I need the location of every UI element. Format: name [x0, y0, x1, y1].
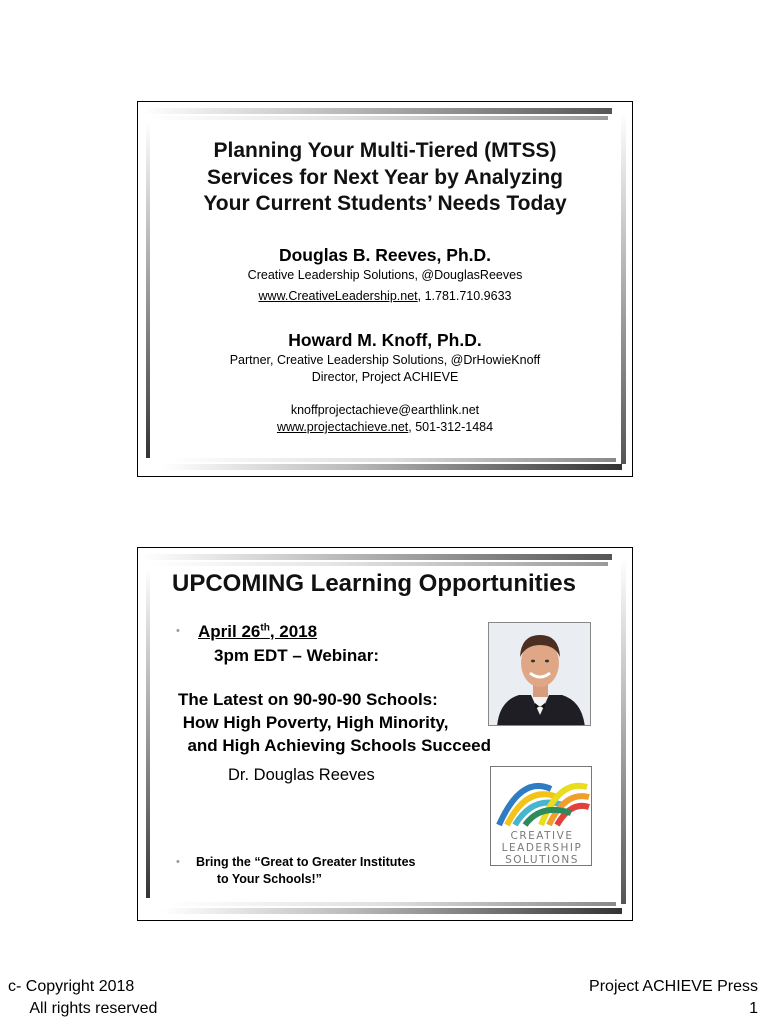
logo-text-line: LEADERSHIP: [501, 842, 583, 854]
presenter-1-phone: , 1.781.710.9633: [417, 289, 512, 303]
webinar-title: The Latest on 90-90-90 Schools: How High Poverty, High Minority, and High Achieving Schools Succeed: [178, 690, 491, 755]
speaker-photo: [488, 622, 591, 726]
title-line: Services for Next Year by Analyzing: [207, 165, 563, 189]
presenter-2-role-2: Director, Project ACHIEVE: [311, 370, 459, 384]
decorative-bar: [150, 116, 608, 120]
decorative-bar: [168, 458, 616, 462]
title-line: Planning Your Multi-Tiered (MTSS): [213, 139, 557, 162]
presenter-2-email: knoffprojectachieve@earthlink.net: [290, 403, 480, 417]
decorative-bar: [146, 568, 150, 898]
decorative-bar: [621, 558, 626, 904]
presenter-1-contact: [138, 288, 632, 305]
title-line: Your Current Students’ Needs Today: [203, 192, 567, 215]
decorative-bar: [168, 902, 616, 906]
presenter-2-role-1: Partner, Creative Leadership Solutions, @DrHowieKnoff: [229, 353, 541, 367]
publisher-name: Project ACHIEVE Press: [589, 978, 758, 995]
event-date: [198, 622, 317, 642]
presenter-2-name: Howard M. Knoff, Ph.D.: [288, 330, 482, 350]
bullet-icon: •: [176, 625, 180, 637]
slide-1: [137, 101, 633, 477]
decorative-bar: [142, 108, 612, 114]
event-date-day: April 26: [198, 622, 261, 641]
presenter-1-name: Douglas B. Reeves, Ph.D.: [278, 245, 491, 265]
copyright-notice: c- Copyright 2018 All rights reserved: [8, 978, 158, 1017]
footer-publisher: [589, 976, 758, 1020]
decorative-bar: [150, 562, 608, 566]
decorative-bar: [142, 554, 612, 560]
presenter-2-website-link[interactable]: www.projectachieve.net: [276, 420, 409, 434]
presenter-1-website-link[interactable]: www.CreativeLeadership.net: [258, 289, 418, 303]
logo-text-line: SOLUTIONS: [505, 854, 579, 866]
decorative-bar: [162, 464, 622, 470]
event-date-year: , 2018: [269, 622, 318, 641]
event-time: 3pm EDT – Webinar:: [214, 646, 379, 665]
page-number: 1: [749, 1000, 758, 1017]
logo-text-line: CREATIVE: [510, 830, 574, 842]
speaker-name: Dr. Douglas Reeves: [228, 766, 375, 784]
bullet-icon: •: [176, 856, 180, 868]
presenter-1-org: Creative Leadership Solutions, @DouglasReeves: [247, 268, 523, 282]
slide-2: [137, 547, 633, 921]
institute-promo: Bring the “Great to Greater Institutes to Your Schools!”: [196, 855, 416, 886]
presenter-2-phone: , 501-312-1484: [408, 420, 494, 434]
slide-2-title: UPCOMING Learning Opportunities: [172, 570, 577, 597]
creative-leadership-solutions-logo: [490, 766, 592, 866]
event-date-suffix: th: [260, 622, 270, 634]
presenter-2-contact: [138, 419, 632, 436]
slide-1-title: [138, 138, 632, 218]
decorative-bar: [162, 908, 622, 914]
